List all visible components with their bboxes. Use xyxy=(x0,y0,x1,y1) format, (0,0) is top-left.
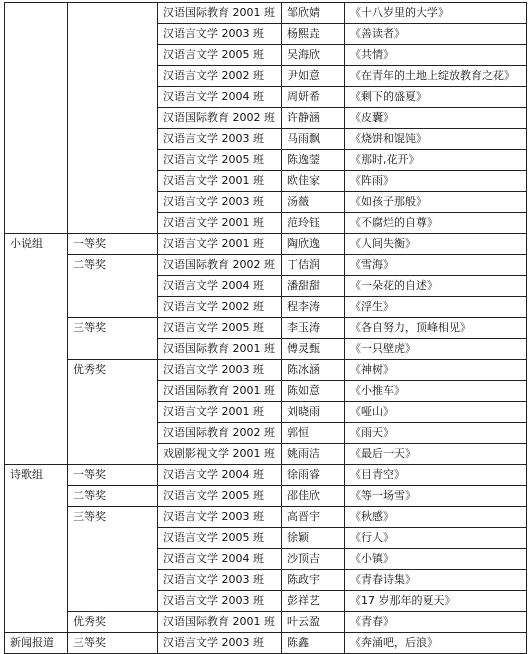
class-cell: 汉语言文学 2003 班 xyxy=(158,507,282,528)
class-cell: 汉语国际教育 2001 班 xyxy=(158,3,282,24)
class-cell: 汉语国际教育 2001 班 xyxy=(158,381,282,402)
title-cell: 《行人》 xyxy=(345,528,527,549)
prize-cell: 优秀奖 xyxy=(68,360,158,465)
class-cell: 汉语言文学 2003 班 xyxy=(158,570,282,591)
author-cell: 陈如意 xyxy=(282,381,345,402)
class-cell: 汉语言文学 2003 班 xyxy=(158,633,282,654)
prize-cell: 二等奖 xyxy=(68,486,158,507)
author-cell: 马雨飘 xyxy=(282,129,345,150)
author-cell: 陈逸蓥 xyxy=(282,150,345,171)
title-cell: 《人间失衡》 xyxy=(345,234,527,255)
author-cell: 欧佳家 xyxy=(282,171,345,192)
title-cell: 《共情》 xyxy=(345,45,527,66)
title-cell: 《一朵花的自述》 xyxy=(345,276,527,297)
title-cell: 《浮生》 xyxy=(345,297,527,318)
author-cell: 杨熙垚 xyxy=(282,24,345,45)
class-cell: 汉语国际教育 2002 班 xyxy=(158,423,282,444)
class-cell: 汉语言文学 2003 班 xyxy=(158,360,282,381)
author-cell: 陈鑫 xyxy=(282,633,345,654)
table-row xyxy=(5,360,527,381)
prize-cell: 三等奖 xyxy=(68,318,158,360)
class-cell: 汉语言文学 2003 班 xyxy=(158,591,282,612)
author-cell: 范玲钰 xyxy=(282,213,345,234)
title-cell: 《17 岁那年的夏天》 xyxy=(345,591,527,612)
class-cell: 汉语言文学 2001 班 xyxy=(158,213,282,234)
title-cell: 《烧饼和馄饨》 xyxy=(345,129,527,150)
class-cell: 汉语言文学 2005 班 xyxy=(158,45,282,66)
prize-cell: 一等奖 xyxy=(68,465,158,486)
class-cell: 汉语言文学 2001 班 xyxy=(158,171,282,192)
class-cell: 汉语国际教育 2002 班 xyxy=(158,255,282,276)
author-cell: 叶云盈 xyxy=(282,612,345,633)
prize-cell: 优秀奖 xyxy=(68,612,158,633)
author-cell: 许静涵 xyxy=(282,108,345,129)
title-cell: 《目青空》 xyxy=(345,465,527,486)
prize-cell: 三等奖 xyxy=(68,633,158,654)
table-row xyxy=(5,507,527,528)
title-cell: 《阵雨》 xyxy=(345,171,527,192)
author-cell: 沙顶吉 xyxy=(282,549,345,570)
title-cell: 《善读者》 xyxy=(345,24,527,45)
title-cell: 《如孩子那般》 xyxy=(345,192,527,213)
author-cell: 周妍希 xyxy=(282,87,345,108)
class-cell: 汉语言文学 2003 班 xyxy=(158,129,282,150)
class-cell: 汉语言文学 2003 班 xyxy=(158,24,282,45)
title-cell: 《各自努力，顶峰相见》 xyxy=(345,318,527,339)
title-cell: 《秋感》 xyxy=(345,507,527,528)
class-cell: 汉语言文学 2005 班 xyxy=(158,318,282,339)
author-cell: 陈政宇 xyxy=(282,570,345,591)
class-cell: 戏剧影视文学 2001 班 xyxy=(158,444,282,465)
table-row xyxy=(5,612,527,633)
author-cell: 陶欣逸 xyxy=(282,234,345,255)
category-cell: 诗歌组 xyxy=(5,465,68,633)
class-cell: 汉语言文学 2001 班 xyxy=(158,402,282,423)
title-cell: 《小推车》 xyxy=(345,381,527,402)
class-cell: 汉语言文学 2001 班 xyxy=(158,234,282,255)
class-cell: 汉语国际教育 2002 班 xyxy=(158,108,282,129)
title-cell: 《青春诗集》 xyxy=(345,570,527,591)
title-cell: 《小镇》 xyxy=(345,549,527,570)
class-cell: 汉语言文学 2005 班 xyxy=(158,150,282,171)
author-cell: 徐雨睿 xyxy=(282,465,345,486)
class-cell: 汉语言文学 2003 班 xyxy=(158,192,282,213)
class-cell: 汉语国际教育 2001 班 xyxy=(158,339,282,360)
author-cell: 尹如意 xyxy=(282,66,345,87)
author-cell: 陈冰涵 xyxy=(282,360,345,381)
author-cell: 郭恒 xyxy=(282,423,345,444)
category-cell: 小说组 xyxy=(5,234,68,465)
award-list-table xyxy=(4,2,527,654)
author-cell: 程李涛 xyxy=(282,297,345,318)
table-row xyxy=(5,633,527,654)
class-cell: 汉语国际教育 2001 班 xyxy=(158,612,282,633)
class-cell: 汉语言文学 2004 班 xyxy=(158,465,282,486)
author-cell: 姚雨洁 xyxy=(282,444,345,465)
author-cell: 李玉涛 xyxy=(282,318,345,339)
prize-cell: 一等奖 xyxy=(68,234,158,255)
title-cell: 《奔涌吧，后浪》 xyxy=(345,633,527,654)
class-cell: 汉语言文学 2004 班 xyxy=(158,276,282,297)
author-cell: 高晋宇 xyxy=(282,507,345,528)
title-cell: 《哑山》 xyxy=(345,402,527,423)
author-cell: 汤薇 xyxy=(282,192,345,213)
table-row xyxy=(5,486,527,507)
title-cell: 《雪海》 xyxy=(345,255,527,276)
author-cell: 丁佶润 xyxy=(282,255,345,276)
class-cell: 汉语言文学 2005 班 xyxy=(158,486,282,507)
class-cell: 汉语言文学 2002 班 xyxy=(158,297,282,318)
category-cell: 新闻报道 xyxy=(5,633,68,654)
table-row xyxy=(5,318,527,339)
title-cell: 《最后一天》 xyxy=(345,444,527,465)
table-row xyxy=(5,234,527,255)
author-cell: 徐颖 xyxy=(282,528,345,549)
title-cell: 《青春》 xyxy=(345,612,527,633)
category-cell xyxy=(5,3,68,234)
table-row xyxy=(5,465,527,486)
title-cell: 《一只壁虎》 xyxy=(345,339,527,360)
title-cell: 《那时,花开》 xyxy=(345,150,527,171)
prize-cell: 二等奖 xyxy=(68,255,158,318)
title-cell: 《十八岁里的大学》 xyxy=(345,3,527,24)
author-cell: 傅灵甄 xyxy=(282,339,345,360)
class-cell: 汉语言文学 2004 班 xyxy=(158,87,282,108)
table-row xyxy=(5,255,527,276)
title-cell: 《等一场雪》 xyxy=(345,486,527,507)
title-cell: 《神树》 xyxy=(345,360,527,381)
title-cell: 《皮囊》 xyxy=(345,108,527,129)
author-cell: 吴海欣 xyxy=(282,45,345,66)
title-cell: 《剩下的盛夏》 xyxy=(345,87,527,108)
prize-cell: 三等奖 xyxy=(68,507,158,612)
author-cell: 彭祥艺 xyxy=(282,591,345,612)
author-cell: 邵佳欣 xyxy=(282,486,345,507)
author-cell: 刘晓雨 xyxy=(282,402,345,423)
title-cell: 《雨天》 xyxy=(345,423,527,444)
class-cell: 汉语言文学 2005 班 xyxy=(158,528,282,549)
class-cell: 汉语言文学 2002 班 xyxy=(158,66,282,87)
author-cell: 潘甜甜 xyxy=(282,276,345,297)
class-cell: 汉语言文学 2004 班 xyxy=(158,549,282,570)
title-cell: 《在青年的土地上绽放教育之花》 xyxy=(345,66,527,87)
author-cell: 邹欣婧 xyxy=(282,3,345,24)
title-cell: 《不腐烂的自尊》 xyxy=(345,213,527,234)
prize-cell xyxy=(68,3,158,234)
table-row xyxy=(5,3,527,24)
